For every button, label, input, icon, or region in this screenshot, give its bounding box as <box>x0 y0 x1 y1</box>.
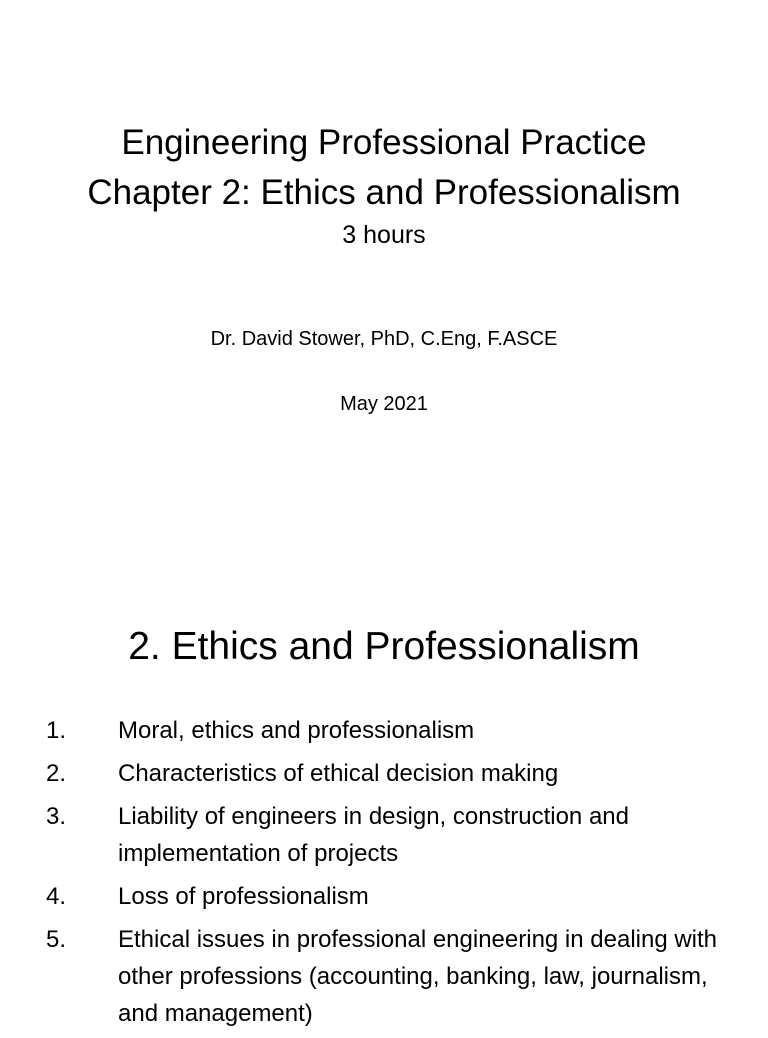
list-item-number: 2. <box>46 760 67 787</box>
list-item <box>0 798 768 872</box>
list-item-number: 3. <box>46 803 67 830</box>
duration-subtitle: 3 hours <box>342 221 426 249</box>
list-item <box>0 712 768 749</box>
list-item <box>0 878 768 915</box>
list-item-text: Liability of engineers in design, construction and implementation of projects <box>118 803 629 867</box>
agenda-list <box>0 712 768 1038</box>
list-item <box>0 921 768 1032</box>
list-item-number: 1. <box>46 717 67 744</box>
title-slide <box>0 0 768 512</box>
author-line: Dr. David Stower, PhD, C.Eng, F.ASCE <box>210 328 558 350</box>
agenda-slide <box>0 512 768 1027</box>
list-item-text: Ethical issues in professional engineering in dealing with other professions (accounting, banking, law, journalism, and management) <box>118 926 718 1027</box>
list-item-number: 5. <box>46 926 67 953</box>
list-item <box>0 755 768 792</box>
list-item-number: 4. <box>46 883 67 910</box>
title-block <box>0 118 768 252</box>
list-item-text: Loss of professionalism <box>118 883 369 910</box>
chapter-title: Chapter 2: Ethics and Professionalism <box>87 173 681 212</box>
date-line: May 2021 <box>340 393 428 415</box>
agenda-title: 2. Ethics and Professionalism <box>128 625 640 668</box>
list-item-text: Characteristics of ethical decision making <box>118 760 559 787</box>
list-item-text: Moral, ethics and professionalism <box>118 717 475 744</box>
course-title: Engineering Professional Practice <box>121 123 647 162</box>
